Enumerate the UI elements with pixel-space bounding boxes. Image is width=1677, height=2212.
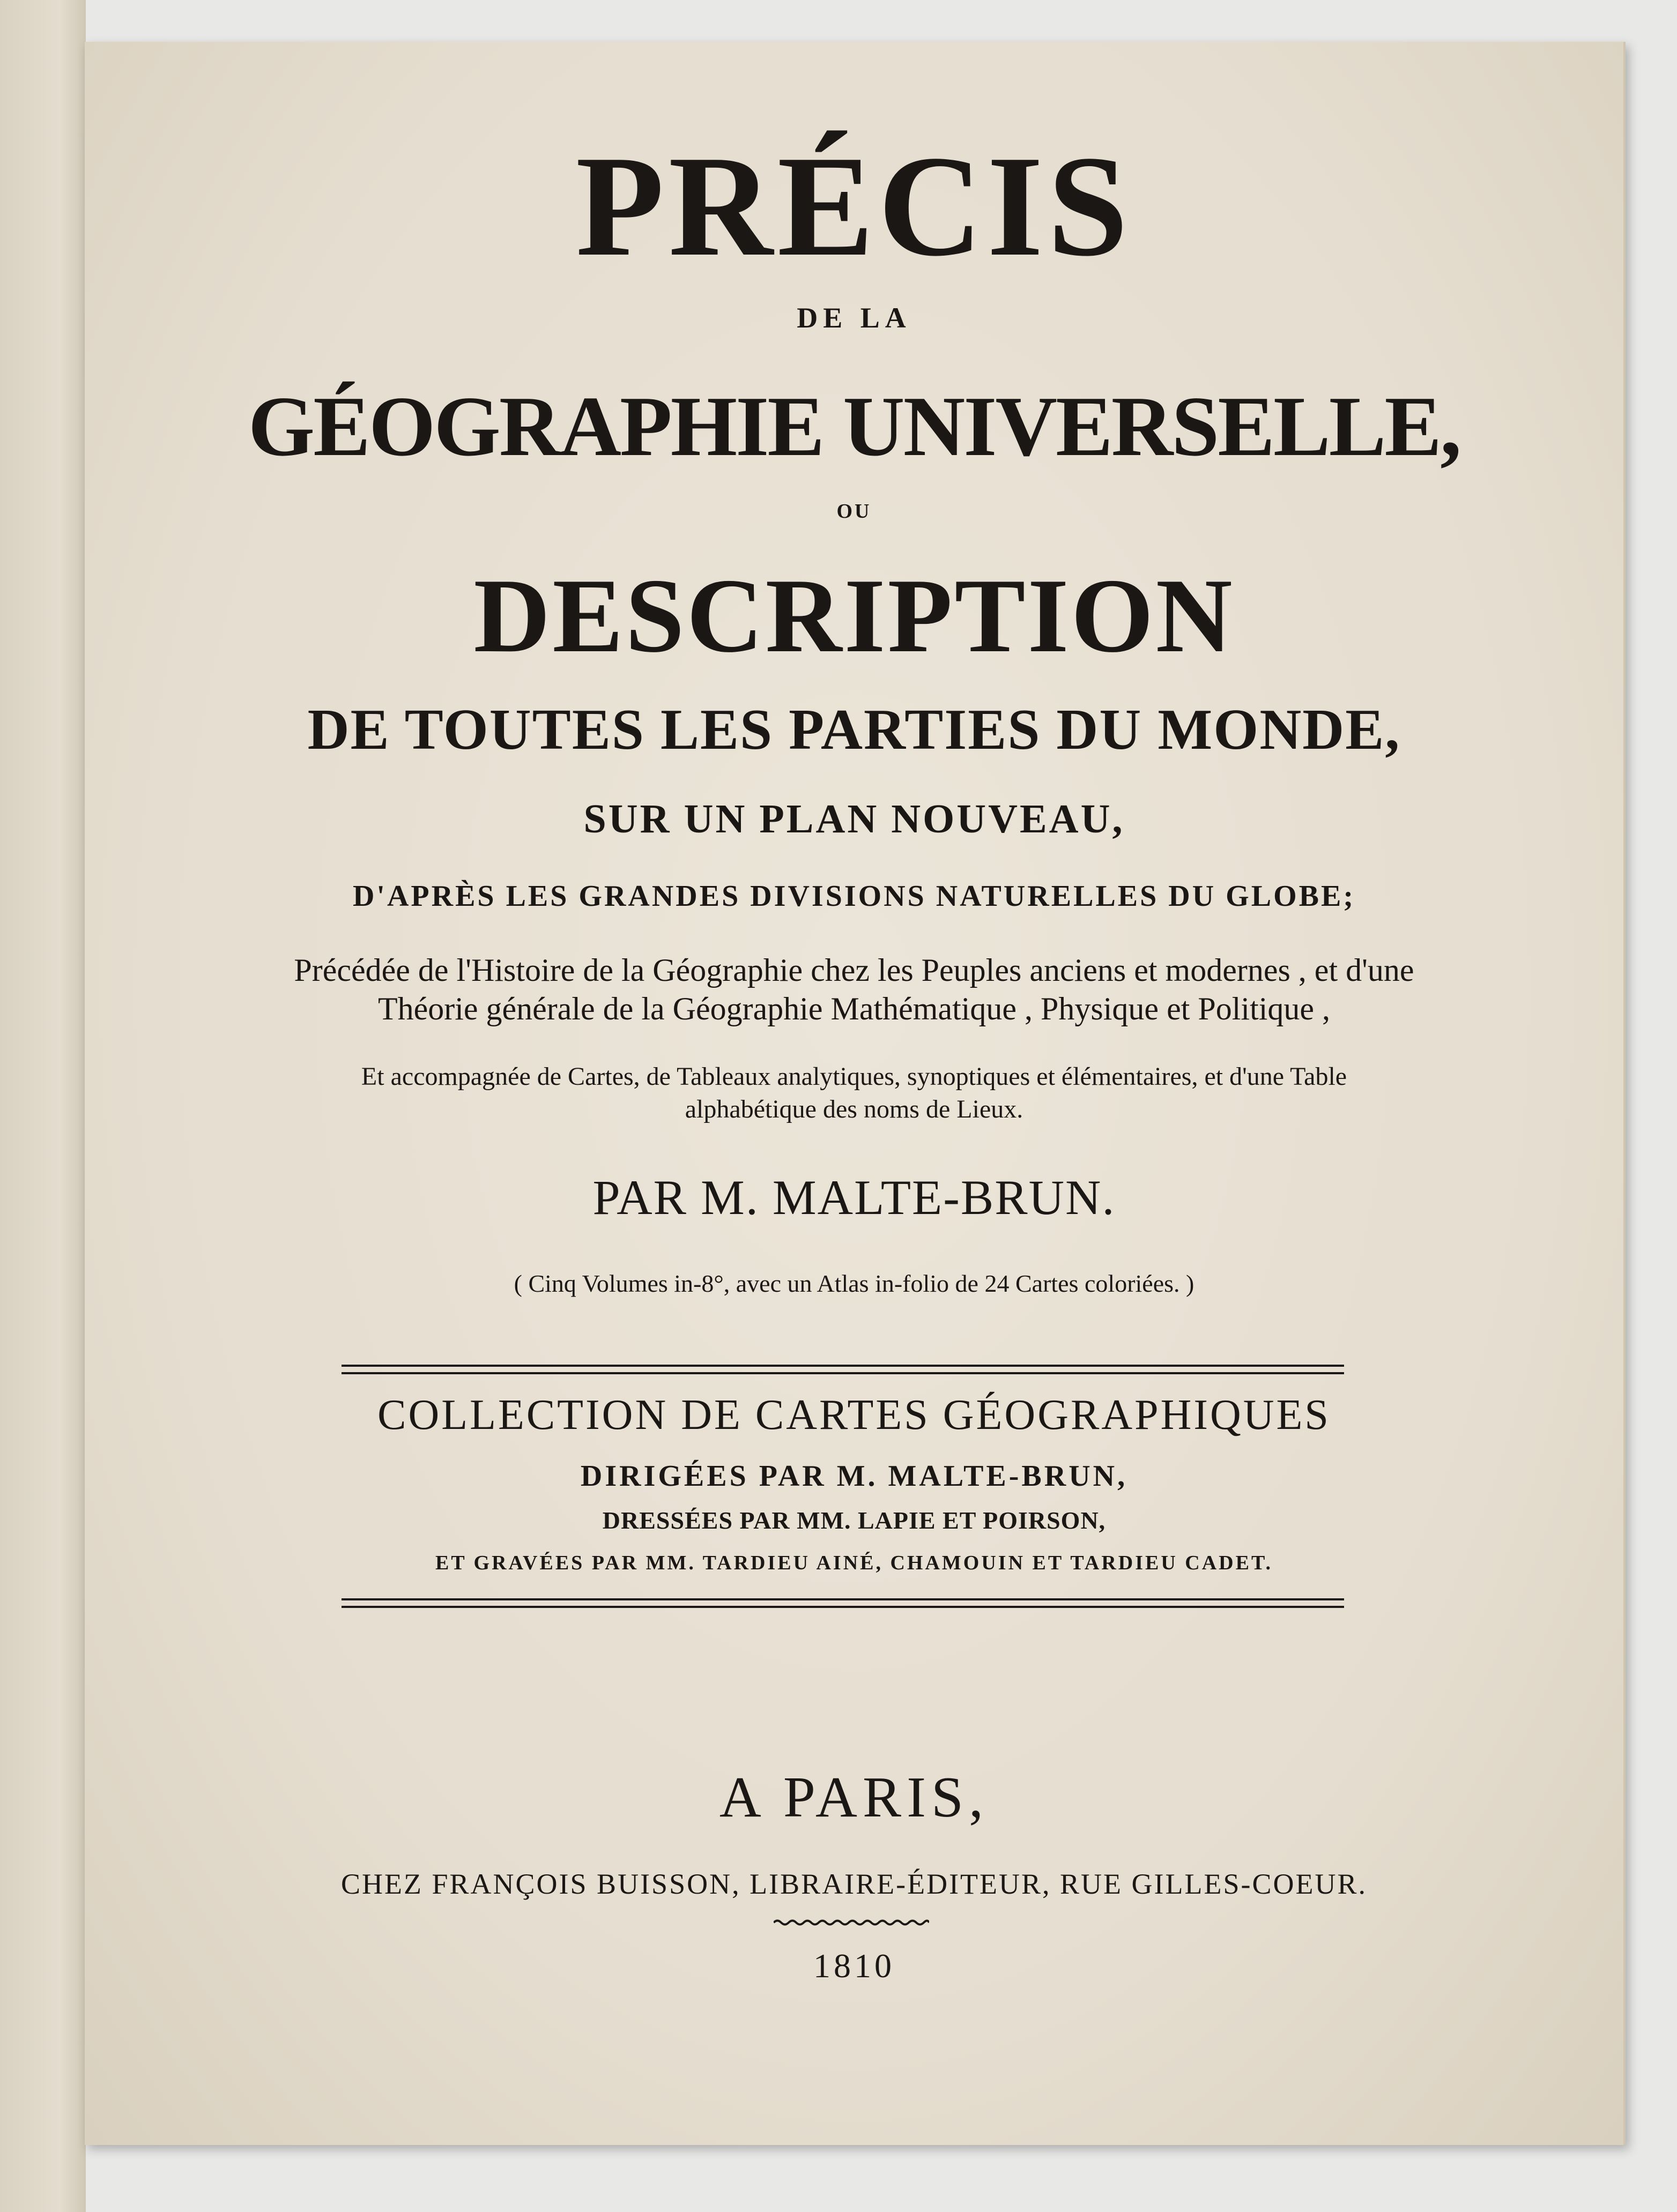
volumes: ( Cinq Volumes in-8°, avec un Atlas in-folio de 24 Cartes coloriées. ) bbox=[514, 1270, 1194, 1297]
ou: OU bbox=[836, 500, 872, 523]
subject: GÉOGRAPHIE UNIVERSELLE, bbox=[248, 378, 1460, 474]
accompanied-line-1: Et accompagnée de Cartes, de Tableaux analytiques, synoptiques et élémentaires, et d'une Table bbox=[361, 1062, 1347, 1091]
book-board-edge bbox=[0, 0, 86, 2212]
de-la: DE LA bbox=[797, 302, 911, 334]
city: A PARIS, bbox=[719, 1766, 989, 1829]
description: DESCRIPTION bbox=[473, 557, 1235, 674]
drawn: DRESSÉES PAR MM. LAPIE ET POIRSON, bbox=[602, 1507, 1106, 1534]
accompanied-line-2: alphabétique des noms de Lieux. bbox=[685, 1095, 1023, 1123]
directed: DIRIGÉES PAR M. MALTE-BRUN, bbox=[580, 1459, 1128, 1493]
engraved: ET GRAVÉES PAR MM. TARDIEU AINÉ, CHAMOUIN ET TARDIEU CADET. bbox=[435, 1552, 1273, 1574]
collection: COLLECTION DE CARTES GÉOGRAPHIQUES bbox=[377, 1391, 1331, 1439]
parts: DE TOUTES LES PARTIES DU MONDE, bbox=[307, 698, 1401, 762]
preceded-line-2: Théorie générale de la Géographie Mathématique , Physique et Politique , bbox=[377, 991, 1331, 1026]
year: 1810 bbox=[813, 1947, 895, 1985]
title-page bbox=[85, 42, 1626, 2145]
divisions: D'APRÈS LES GRANDES DIVISIONS NATURELLES DU GLOBE; bbox=[352, 880, 1356, 913]
author: PAR M. MALTE-BRUN. bbox=[592, 1170, 1116, 1225]
double-rule-top-2 bbox=[342, 1372, 1344, 1374]
double-rule-bottom bbox=[342, 1598, 1344, 1600]
preceded-line-1: Précédée de l'Histoire de la Géographie chez les Peuples anciens et modernes , et d'une bbox=[294, 952, 1414, 988]
double-rule-bottom-2 bbox=[342, 1606, 1344, 1608]
publisher: CHEZ FRANÇOIS BUISSON, LIBRAIRE-ÉDITEUR, RUE GILLES-COEUR. bbox=[341, 1868, 1367, 1900]
plan: SUR UN PLAN NOUVEAU, bbox=[583, 796, 1125, 841]
title: PRÉCIS bbox=[575, 126, 1133, 286]
ornamental-squiggle bbox=[774, 1919, 929, 1926]
double-rule-top bbox=[342, 1365, 1344, 1367]
